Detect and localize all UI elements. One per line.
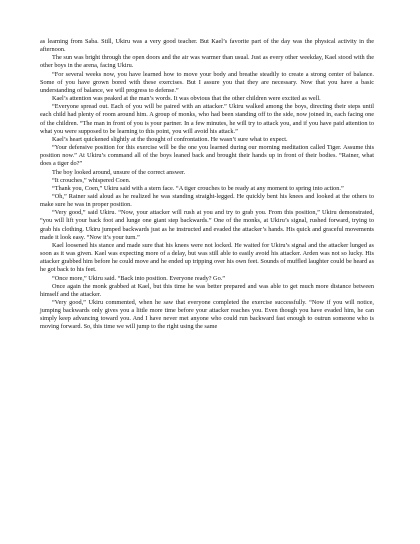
paragraph: “It crouches,” whispered Coen. bbox=[52, 176, 131, 184]
paragraph: Once again the monk grabbed at Kael, but this time he was better prepared and was able to get much more distance between himself and the attacker. bbox=[40, 282, 374, 298]
paragraph: as learning from Saba. Still, Ukiru was a very good teacher. But Kael’s favorite part of the day was the physical activity in the afternoon. bbox=[40, 38, 374, 54]
paragraph: Kael’s attention was peaked at the man’s words. It was obvious that the other children were excited as well. bbox=[52, 95, 321, 103]
paragraph: “Everyone spread out. Each of you will be paired with an attacker.” Ukiru walked among the boys, directing their steps until each child had plenty of room around him. A group of monks, who had been standing off to the side, now joined in, each facing one of the children. “The man in front of you is your partner. In a few minutes, he will try to attack you, and if you have paid attention to what you were supposed to be learning to this point, you will avoid his attack.” bbox=[40, 103, 374, 135]
paragraph: The boy looked around, unsure of the correct answer. bbox=[52, 168, 186, 176]
paragraph: Kael loosened his stance and made sure that his knees were not locked. He waited for Ukiru’s signal and the attacker lunged as soon as it was given. Kael was expecting more of a delay, but was still able to easily avoid his attacker. Arden was not so lucky. His attacker grabbed him before he could move and he ended up tripping over his own feet. Sounds of muffled laughter could be heard as he got back to his feet. bbox=[40, 241, 374, 274]
paragraph: The sun was bright through the open doors and the air was warmer than usual. Just as every other weekday, Kael stood with the other boys in the arena, facing Ukiru. bbox=[40, 54, 374, 70]
paragraph: “For several weeks now, you have learned how to move your body and breathe steadily to create a strong center of balance. Some of you have grown bored with these exercises. But I assure you that they are necessary. Now that you have a basic understanding of balance, we will progress to defense.” bbox=[40, 70, 374, 94]
paragraph: “Very good,” Ukiru commented, when he saw that everyone completed the exercise successfully. “Now if you will notice, jumping backwards only gives you a little more time before your attacker reaches you. Even though you have evaded him, he can simply keep advancing toward you. And I have never met anyone who could run backward fast enough to outrun someone who is moving forward. So, this time we will jump to the right using the same bbox=[40, 299, 374, 331]
document-page bbox=[40, 38, 374, 332]
paragraph: “Oh,” Rainer said aloud as he realized he was standing straight-legged. He quickly bent his knees and looked at the others to make sure he was in proper position. bbox=[40, 192, 374, 209]
paragraph: “Once more,” Ukiru said. “Back into position. Everyone ready? Go.” bbox=[52, 274, 226, 282]
paragraph: Kael’s heart quickened slightly at the thought of confrontation. He wasn’t sure what to expect. bbox=[52, 135, 288, 143]
paragraph: “Your defensive position for this exercise will be the one you learned during our morning meditation called Tiger. Assume this position now.” At Ukiru’s command all of the boys leaned back and brought their hands up in front of their bodies. “Rainer, what does a tiger do?” bbox=[40, 144, 374, 168]
paragraph: “Thank you, Coen,” Ukiru said with a stern face. “A tiger crouches to be ready at any moment to spring into action.” bbox=[52, 184, 344, 192]
paragraph: “Very good,” said Ukiru. “Now, your attacker will rush at you and try to grab you. From this position,” Ukiru demonstrated, “you will lift your back foot and lunge one giant step backwards.” One of the monks, at Ukiru’s signal, rushed forward, trying to grab his clothing. Ukiru jumped backwards just as he instructed and evaded the attacker’s hands. His quick and graceful movements made it look easy. “Now it’s your turn.” bbox=[40, 209, 374, 241]
